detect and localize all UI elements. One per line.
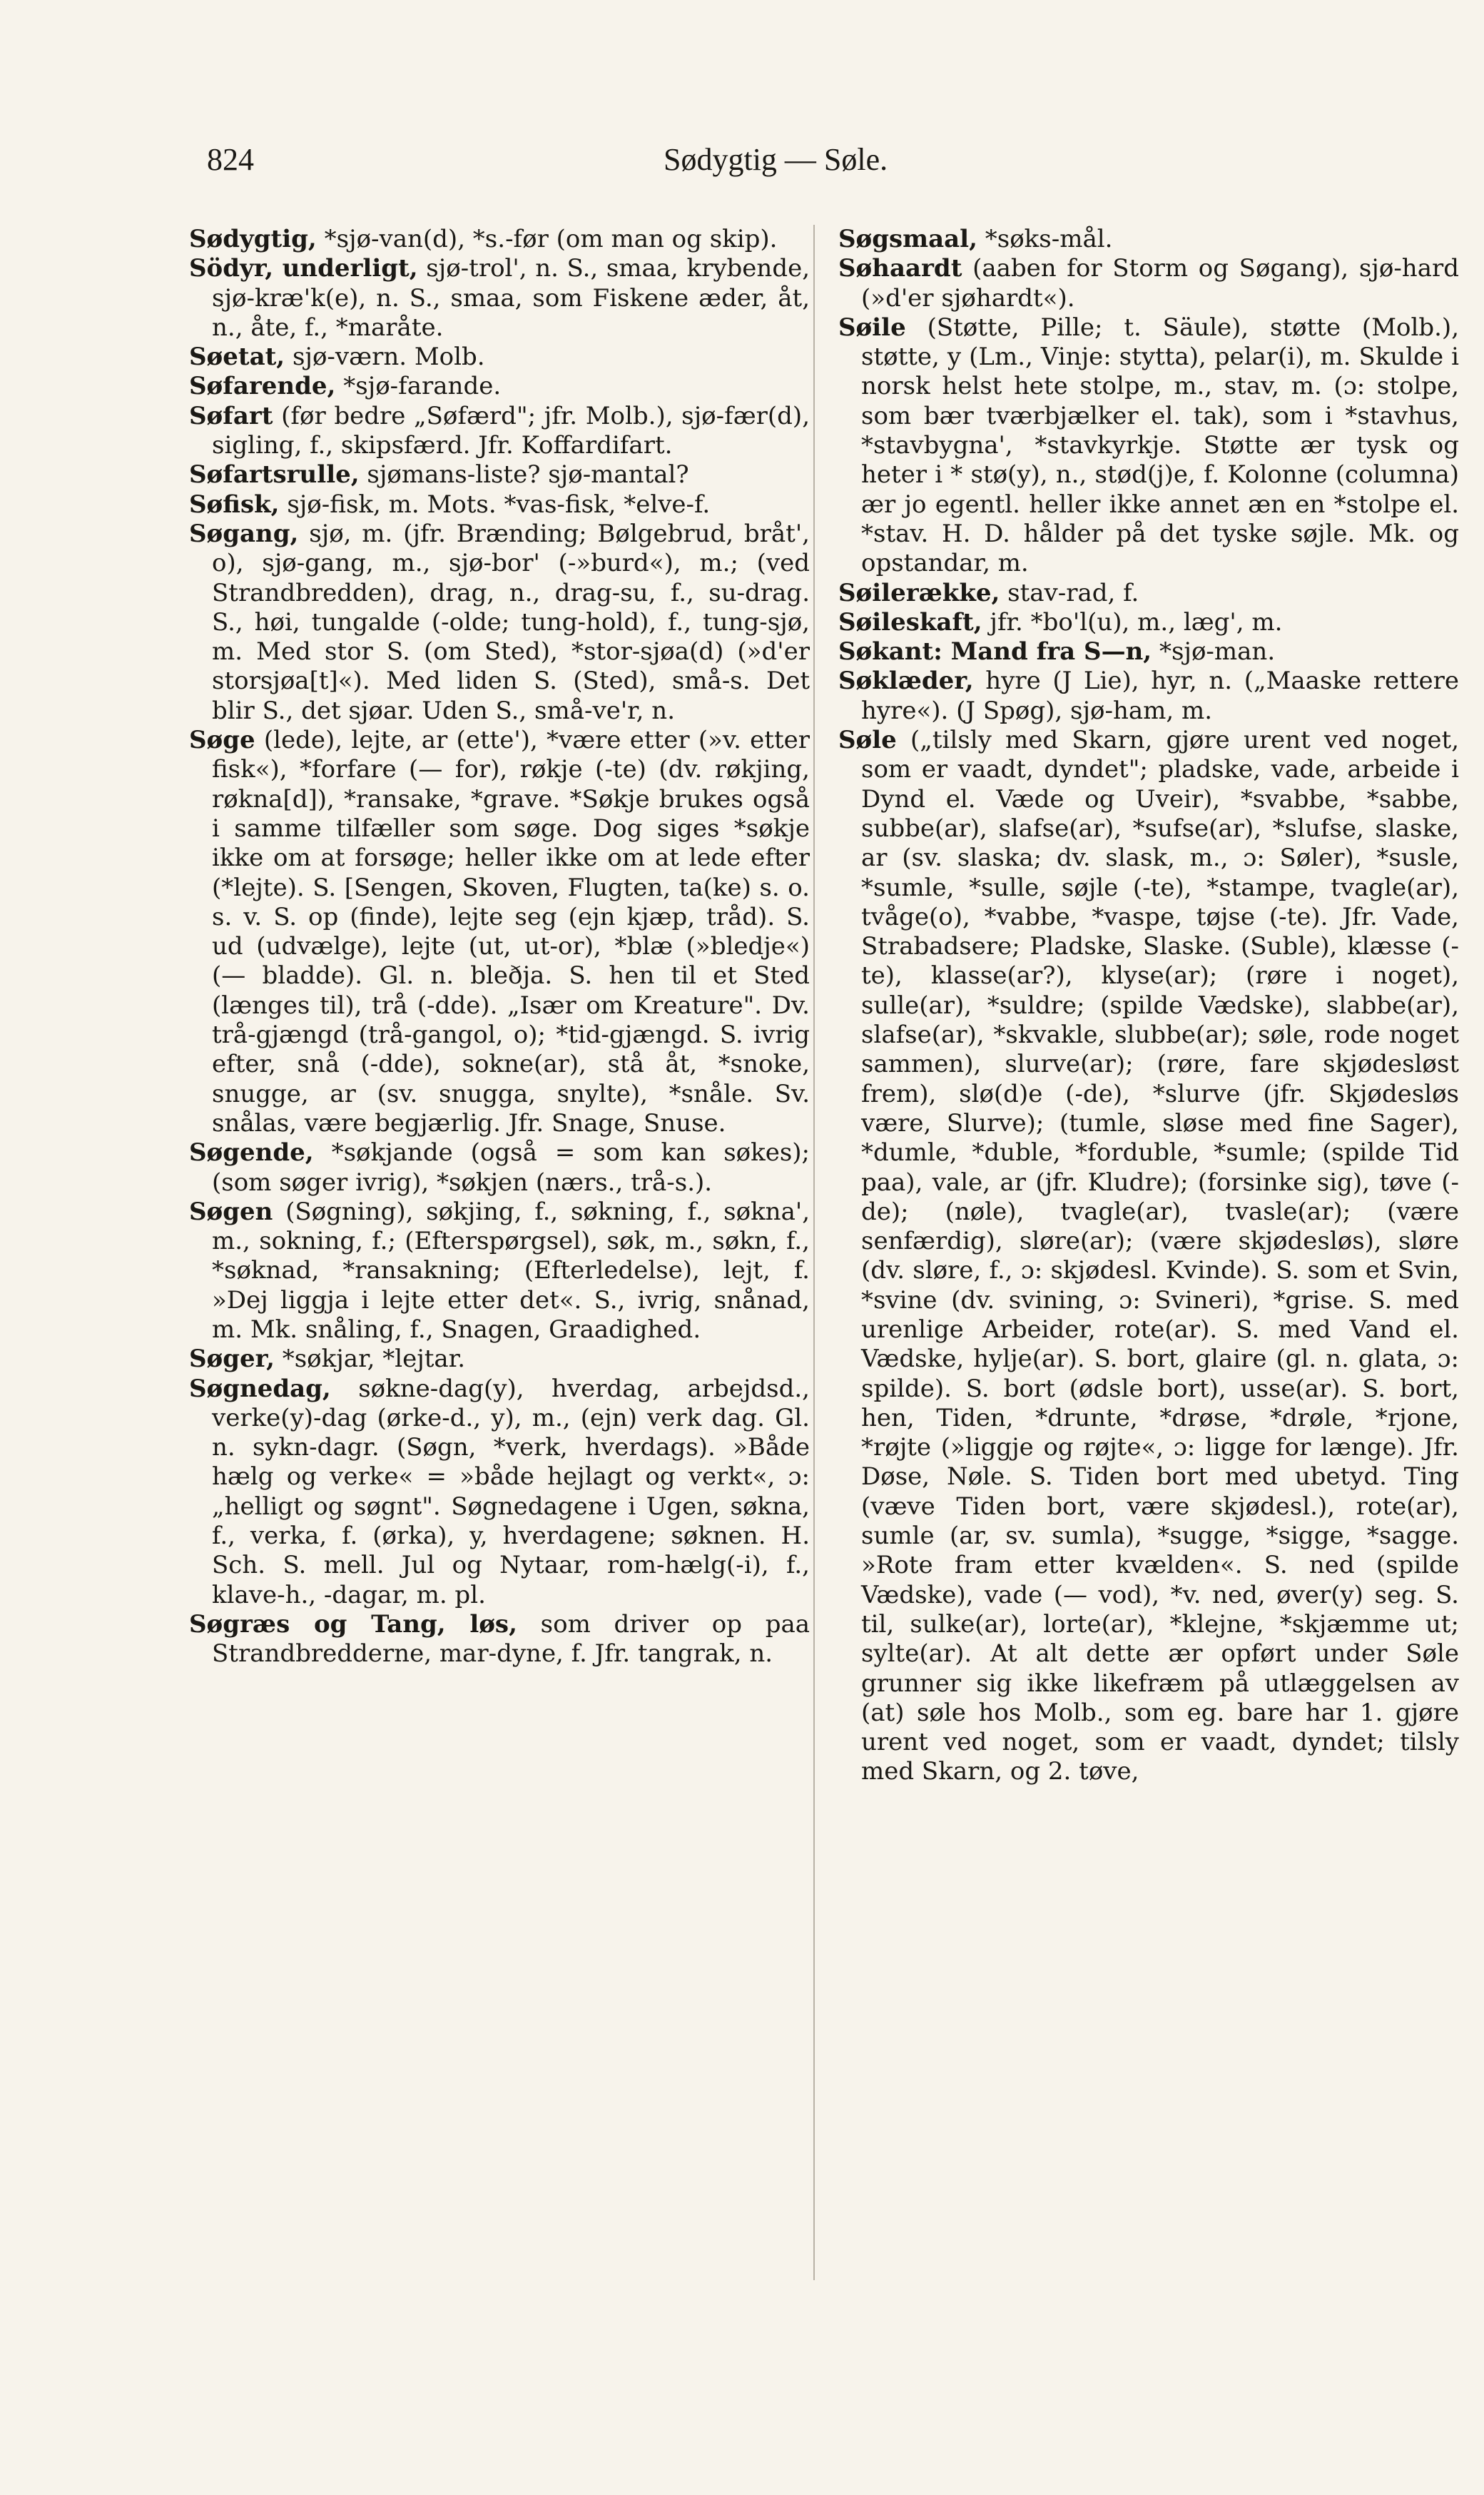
entry-headword: Søfisk,	[189, 490, 280, 519]
dictionary-entry	[838, 726, 1459, 1787]
entry-headword: Søile	[838, 313, 906, 342]
entry-headword: Södyr, underligt,	[189, 254, 418, 283]
dictionary-entry	[189, 1345, 810, 1374]
dictionary-entry	[189, 254, 810, 343]
right-column	[838, 225, 1459, 1787]
left-column	[189, 225, 810, 1669]
dictionary-entry	[189, 490, 810, 520]
entry-definition: *sjø-van(d), *s.-før (om man og skip).	[324, 225, 778, 253]
entry-definition: sjø-fisk, m. Mots. *vas-fisk, *elve-f.	[287, 490, 711, 519]
entry-definition: (Støtte, Pille; t. Säule), støtte (Molb.), støtte, y (Lm., Vinje: stytta), pelar(i), m. Skulde i norsk helst hete stolpe, m., stav, m. (ɔ: stolpe, som bær tværbjælker el. tak), som i *stavhus, *stavbygna', *stavkyrkje. Støtte ær tysk og heter i * stø(y), n., stød(j)e, f. Kolonne (columna) ær jo egentl. heller ikke annet æn en *stolpe el. *stav. H. D. hålder på det tyske søjle. Mk. og opstandar, m.	[861, 313, 1460, 578]
entry-headword: Søge	[189, 726, 255, 755]
dictionary-entry	[838, 254, 1459, 313]
dictionary-entry	[189, 520, 810, 726]
dictionary-entry	[189, 1610, 810, 1669]
dictionary-entry	[189, 372, 810, 401]
entry-headword: Sødygtig,	[189, 225, 317, 253]
entry-definition: *søkjande (også = som kan søkes); (som søger ivrig), *søkjen (nærs., trå-s.).	[212, 1138, 810, 1197]
entry-definition: sjø-trol', n. S., smaa, krybende, sjø-kræ'k(e), n. S., smaa, som Fiskene æder, åt, n., åte, f., *maråte.	[212, 254, 810, 342]
entry-headword: Søgang,	[189, 519, 299, 548]
entry-definition: sjø-værn. Molb.	[292, 343, 485, 372]
entry-definition: (aaben for Storm og Søgang), sjø-hard (»d'er sjøhardt«).	[861, 254, 1459, 313]
dictionary-entry	[189, 402, 810, 461]
dictionary-entry	[189, 225, 810, 254]
dictionary-entry	[189, 1375, 810, 1610]
entry-headword: Søgræs og Tang, løs,	[189, 1609, 517, 1639]
entry-definition: sjømans-liste? sjø-mantal?	[367, 460, 689, 490]
entry-definition: stav-rad, f.	[1007, 578, 1139, 607]
dictionary-entry	[189, 343, 810, 372]
dictionary-entry	[838, 667, 1459, 726]
dictionary-entry	[189, 726, 810, 1138]
entry-headword: Søkant: Mand fra S—n,	[838, 637, 1152, 667]
column-divider	[813, 225, 815, 2280]
dictionary-entry	[838, 608, 1459, 637]
entry-headword: Søgen	[189, 1197, 273, 1226]
entry-definition: („tilsly med Skarn, gjøre urent ved noget, som er vaadt, dyndet"; pladske, vade, arbeide i Dynd el. Væde og Uveir), *svabbe, *sabbe, subbe(ar), slafse(ar), *sufse(ar), *slufse, slaske, ar (sv. slaska; dv. slask, m., ɔ: Søler), *susle, *sumle, *sulle, søjle (-te), *stampe, tvagle(ar), tvåge(o), *vabbe, *vaspe, tøjse (-te). Jfr. Vade, Strabadsere; Pladske, Slaske. (Suble), klæsse (-te), klasse(ar?), klyse(ar); (røre i noget), sulle(ar), *suldre; (spilde Vædske), slabbe(ar), slafse(ar), *skvakle, slubbe(ar); søle, rode noget sammen), slurve(ar); (røre, fare skjødesløst frem), slø(d)e (-de), *slurve (jfr. Skjødesløs være, Slurve); (tumle, sløse med fine Sager), *dumle, *duble, *forduble, *sumle; (spilde Tid paa), vale, ar (jfr. Kludre); (forsinke sig), tøve (-de); (nøle), tvagle(ar), tvasle(ar); (være senfærdig), sløre(ar); (være skjødesløs), sløre (dv. sløre, f., ɔ: skjødesl. Kvinde). S. som et Svin, *svine (dv. svining, ɔ: Svineri), *grise. S. med urenlige Arbeider, rote(ar). S. med Vand el. Vædske, hylje(ar). S. bort, glaire (gl. n. glata, ɔ: spilde). S. bort (ødsle bort), usse(ar). S. bort, hen, Tiden, *drunte, *drøse, *drøle, *rjone, *røjte (»liggje og røjte«, ɔ: ligge for længe). Jfr. Døse, Nøle. S. Tiden bort med ubetyd. Ting (væve Tiden bort, være skjødesl.), rote(ar), sumle (ar, sv. sumla), *sugge, *sigge, *sagge. »Rote fram etter kvælden«. S. ned (spilde Vædske), vade (— vod), *v. ned, øver(y) seg. S. til, sulke(ar), lorte(ar), *klejne, *skjæmme ut; sylte(ar). At alt dette ær opført under Søle grunner sig ikke likefræm på utlæggelsen av (at) søle hos Molb., som eg. bare har 1. gjøre urent ved noget, som er vaadt, dyndet; tilsly med Skarn, og 2. tøve,	[861, 726, 1460, 1786]
dictionary-entry	[838, 579, 1459, 608]
entry-definition: (Søgning), søkjing, f., søkning, f., søkna', m., sokning, f.; (Efterspørgsel), søk, m., søkn, f., *søknad, *ransakning; (Efterledelse), lejt, f. »Dej liggja i lejte etter det«. S., ivrig, snånad, m. Mk. snåling, f., Snagen, Graadighed.	[212, 1197, 810, 1344]
entry-definition: sjø, m. (jfr. Brænding; Bølgebrud, bråt', o), sjø-gang, m., sjø-bor' (-»burd«), m.; (ved Strandbredden), drag, n., drag-su, f., su-drag. S., høi, tungalde (-olde; tung-hold), f., tung-sjø, m. Med stor S. (om Sted), *stor-sjøa(d) (»d'er storsjøa[t]«). Med liden S. (Sted), små-s. Det blir S., det sjøar. Uden S., små-ve'r, n.	[212, 519, 810, 725]
page-title: Sødygtig — Søle.	[664, 142, 888, 177]
dictionary-entry	[838, 313, 1459, 579]
entry-definition: jfr. *bo'l(u), m., læg', m.	[990, 607, 1283, 637]
dictionary-entry	[838, 637, 1459, 667]
entry-definition: søkne-dag(y), hverdag, arbejdsd., verke(y)-dag (ørke-d., y), m., (ejn) verk dag. Gl. n. sykn-dagr. (Søgn, *verk, hverdags). »Både hælg og verke« = »både hejlagt og verkt«, ɔ: „helligt og søgnt". Søgnedagene i Ugen, søkna, f., verka, f. (ørka), y, hverdagene; søknen. H. Sch. S. mell. Jul og Nytaar, rom-hælg(-i), f., klave-h., -dagar, m. pl.	[212, 1374, 810, 1609]
entry-headword: Søileskaft,	[838, 607, 982, 637]
entry-headword: Søilerække,	[838, 578, 1000, 607]
dictionary-entry	[189, 1198, 810, 1345]
entry-headword: Søfarende,	[189, 372, 336, 401]
dictionary-entry	[838, 225, 1459, 254]
entry-definition: (før bedre „Søfærd"; jfr. Molb.), sjø-fær(d), sigling, f., skipsfærd. Jfr. Koffardifart.	[212, 401, 810, 460]
entry-headword: Søklæder,	[838, 667, 974, 696]
page-header	[207, 141, 992, 191]
entry-definition: *søks-mål.	[985, 225, 1113, 253]
entry-headword: Søhaardt	[838, 254, 962, 283]
entry-headword: Søgsmaal,	[838, 225, 977, 253]
entry-definition: *sjø-man.	[1159, 637, 1276, 667]
dictionary-entry	[189, 460, 810, 490]
page-number: 824	[207, 142, 254, 177]
entry-headword: Søetat,	[189, 343, 285, 372]
entry-headword: Søger,	[189, 1345, 275, 1374]
entry-headword: Søfartsrulle,	[189, 460, 360, 490]
entry-definition: som driver op paa Strandbredderne, mar-dyne, f. Jfr. tangrak, n.	[212, 1609, 810, 1669]
entry-headword: Søle	[838, 726, 897, 755]
entry-definition: hyre (J Lie), hyr, n. („Maaske rettere hyre«). (J Spøg), sjø-ham, m.	[861, 667, 1459, 725]
entry-definition: *søkjar, *lejtar.	[282, 1345, 465, 1374]
entry-headword: Søfart	[189, 401, 273, 430]
entry-definition: *sjø-farande.	[343, 372, 502, 401]
entry-headword: Søgende,	[189, 1138, 314, 1168]
entry-headword: Søgnedag,	[189, 1374, 331, 1403]
dictionary-entry	[189, 1138, 810, 1198]
entry-definition: (lede), lejte, ar (ette'), *være etter (»v. etter fisk«), *forfare (— for), røkje (-te) (dv. røkjing, røkna[d]), *ransake, *grave. *Søkje brukes også i samme tilfæller som søge. Dog siges *søkje ikke om at forsøge; heller ikke om at lede efter (*lejte). S. [Sengen, Skoven, Flugten, ta(ke) s. o. s. v. S. op (finde), lejte seg (ejn kjæp, tråd). S. ud (udvælge), lejte (ut, ut-or), *blæ (»bledje«) (— bladde). Gl. n. bleðja. S. hen til et Sted (længes til), trå (-dde). „Især om Kreature". Dv. trå-gjængd (trå-gangol, o); *tid-gjængd. S. ivrig efter, snå (-dde), sokne(ar), stå åt, *snoke, snugge, ar (sv. snugga, snylte), *snåle. Sv. snålas, være begjærlig. Jfr. Snage, Snuse.	[212, 726, 810, 1138]
